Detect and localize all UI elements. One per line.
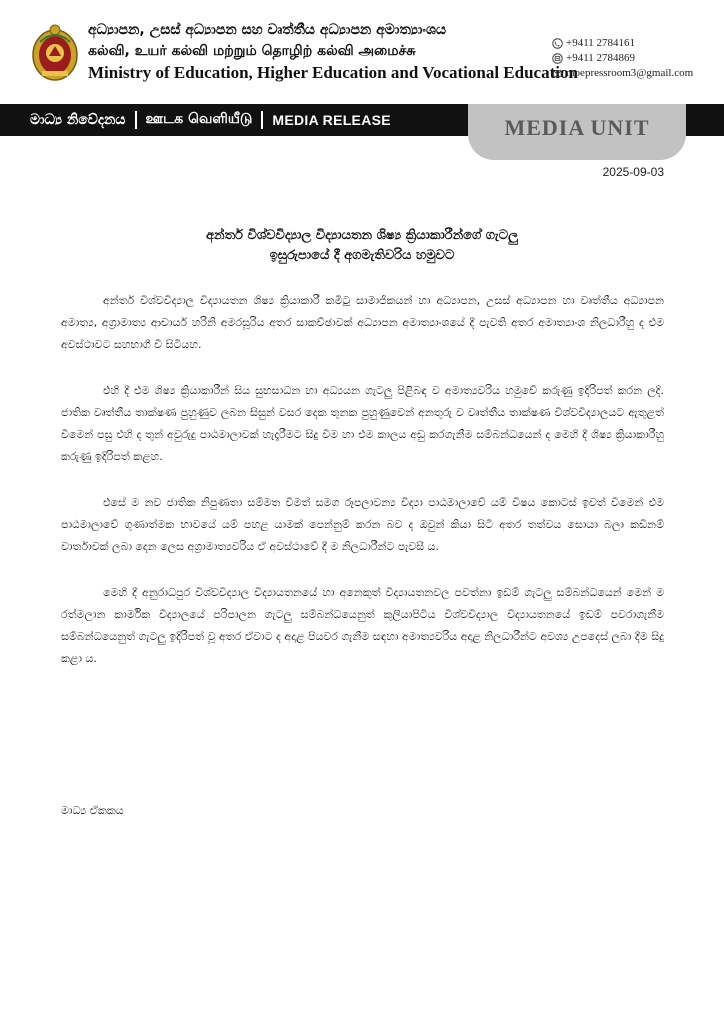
- banner-label-english: MEDIA RELEASE: [272, 112, 391, 128]
- phone-number: +9411 2784161: [566, 37, 636, 49]
- ministry-name-english: Ministry of Education, Higher Education and Vocational Education: [88, 63, 578, 82]
- banner-label-sinhala: මාධ්‍ය නිවේදනය: [30, 112, 126, 128]
- email-icon: [552, 68, 563, 79]
- body-paragraph-1: අන්තර් විශ්වවිද්‍යාල විද්‍යායතන ශිෂ්‍ය ක්‍රියාකාරී කමිටු සාමාජිකයන් හා අධ්‍යාපන, උසස් අධ්‍යාපන හා වෘත්තීය අධ්‍යාපන අමාත්‍ය, අග්‍රාමාත්‍ය ආචාර්ය හරිනි අමරසූරිය අතර සාකච්ඡාවක් අධ්‍යාපන අමාත්‍යාංශයේ දී පැවති අතර අමාත්‍යාංශ නිලධාරීහු ද එම අවස්ථාවට සහභාගී වී සිටියහ.: [61, 294, 664, 351]
- media-unit-label: MEDIA UNIT: [504, 115, 650, 140]
- sri-lanka-emblem-icon: [30, 22, 80, 84]
- banner-label-tamil: ஊடக வெளியீடு: [145, 111, 253, 127]
- email-address: moepressroom3@gmail.com: [566, 67, 694, 79]
- fax-number: +9411 2784869: [566, 52, 636, 64]
- media-unit-tab: [468, 104, 686, 160]
- banner-divider: [261, 111, 263, 129]
- fax-row: [552, 51, 722, 66]
- release-date: 2025-09-03: [602, 165, 664, 179]
- phone-icon: [552, 38, 563, 49]
- letterhead: [0, 0, 724, 104]
- title-line-1: අන්තර් විශ්වවිද්‍යාල විද්‍යායතන ශිෂ්‍ය ක්‍රියාකාරීන්ගේ ගැටලු: [206, 228, 518, 243]
- email-row: [552, 66, 722, 81]
- body-paragraph-3: එසේ ම නව ජාතික නිපුණතා සම්මත වීමත් සමග රූපලාවන්‍ය විද්‍යා පාඨමාලාවේ යම් විෂය කොටස් ඉවත් වීමෙන් එම පාඨමාලාවේ ගුණාත්මක භාවයේ යම් පහළ යාමක් පෙන්නුම් කරන බව ද ඔවුන් කියා සිටි අතර තත්වය සොයා බලා කඩිනම් වාර්තාවක් ලබා දෙන ලෙස අග්‍රාමාත්‍යවරිය ඒ අවස්ථාවේ දී ම නිලධාරීන්ට පැවසී ය.: [61, 496, 664, 553]
- banner-divider: [135, 111, 137, 129]
- banner-labels: [30, 104, 391, 136]
- ministry-name-block: [88, 20, 578, 84]
- signoff: මාධ්‍ය ඒකකය: [61, 804, 124, 817]
- body-paragraph-4: මෙහි දී අනුරාධපුර විශ්වවිද්‍යාල විද්‍යායතනයේ හා අනෙකුත් විද්‍යායතනවල පවත්නා ඉඩම් ගැටලු සම්බන්ධයෙන් මෙන් ම රත්මලාන කාර්මික විද්‍යාලයේ පරිපාලන ගැටලු සම්බන්ධයෙනුත් කුලියාපිටිය විශ්වවිද්‍යාල විද්‍යායතනයේ ඉඩම් පවරාගැනීම සම්බන්ධයෙනුත් ගැටලු ඉදිරිපත් වූ අතර ඒවාට ද අදාළ පියවර ගැනීම සඳහා අමාත්‍යවරිය අදාළ නිලධාරීන්ට අවශ්‍ය උපදෙස් ලබා දීම සිදු කළා ය.: [61, 586, 664, 665]
- fax-icon: [552, 53, 563, 64]
- ministry-name-tamil: கல்வி, உயர் கல்வி மற்றும் தொழிற் கல்வி அமைச்சு: [88, 43, 416, 59]
- body-paragraph-2: එහි දී එම ශිෂ්‍ය ක්‍රියාකාරීන් සිය සුභසාධන හා අධ්‍යයන ගැටලු පිළිබඳ ව අමාත්‍යවරිය හමුවේ කරුණු ඉදිරිපත් කරන ලදි. ජාතික වෘත්තීය තාක්ෂණ පුහුණුව ලබන සිසුන් වසර දෙක තුනක පුහුණුවෙන් අනතුරු ව වෘත්තීය තාක්ෂණ විශ්වවිද්‍යාලයට ඇතුළත් වීමෙන් පසු එහි ද තුන් අවුරුදු පාඨමාලාවක් හැදෑරීමට සිදු වීම හා එම කාලය අඩු කරගැනීම සම්බන්ධයෙන් ද මෙහි දී ශිෂ්‍ය ක්‍රියාකාරීහු කරුණු ඉදිරිපත් කළහ.: [61, 384, 664, 463]
- release-title: [60, 226, 664, 266]
- ministry-name-sinhala: අධ්‍යාපන, උසස් අධ්‍යාපන සහ වෘත්තීය අධ්‍යාපන අමාත්‍යාංශය: [88, 22, 447, 38]
- release-body: [61, 290, 664, 694]
- contact-block: [552, 36, 722, 81]
- phone-row: [552, 36, 722, 51]
- title-line-2: ඉසුරුපායේ දී අගමැතිවරිය හමුවට: [269, 248, 455, 263]
